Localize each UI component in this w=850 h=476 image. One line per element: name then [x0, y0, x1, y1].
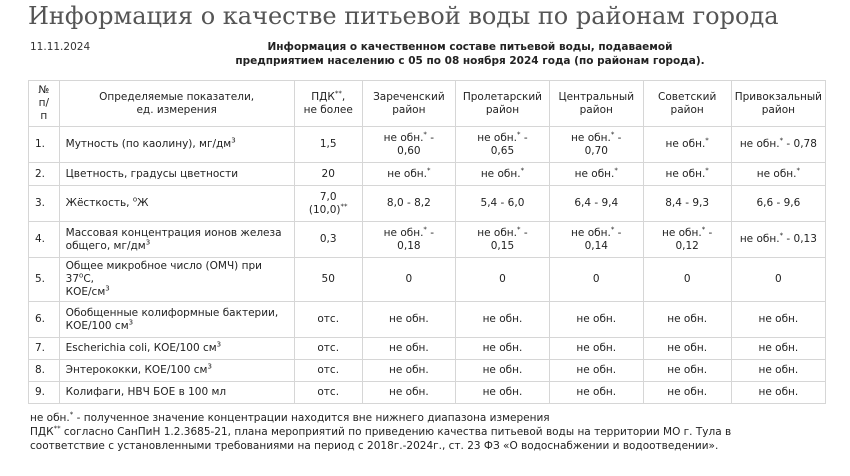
value-sup: *	[614, 166, 618, 174]
footnote-text: - полученное значение концентрации находится вне нижнего диапазона измерения	[73, 412, 550, 424]
value-text: 0,70	[584, 144, 608, 157]
value-text: не обн.	[477, 131, 518, 144]
district-name: Привокзальный	[734, 90, 822, 103]
district-suffix: район	[670, 103, 704, 116]
footnote-3: соответствие с установленными требованиями на период с 2018г.-2024г., ст. 23 ФЗ «О водоснабжении и водоотведении».	[30, 440, 719, 452]
indicator-text: Ж	[137, 197, 149, 209]
header-pdk	[294, 81, 362, 127]
page-title: Информация о качестве питьевой воды по районам города	[28, 2, 779, 30]
value-text: 0,60	[397, 144, 421, 157]
district-value: 8,0 - 8,2	[362, 186, 455, 222]
value-text: не обн.	[387, 167, 427, 180]
header-pdk-comma: ,	[341, 90, 346, 103]
district-value: 8,4 - 9,3	[643, 186, 731, 222]
value-text: не обн.	[739, 233, 780, 245]
indicator-name	[59, 127, 294, 163]
district-value: не обн.	[643, 382, 731, 404]
district-value: не обн.	[362, 382, 455, 404]
header-pdk-sub: не более	[303, 103, 353, 116]
table-row	[29, 163, 826, 186]
row-number: 9.	[29, 382, 60, 404]
district-value: не обн.	[643, 302, 731, 338]
indicator-name: Колифаги, НВЧ БОЕ в 100 мл	[59, 382, 294, 404]
pdk-text: (10,0)	[308, 203, 341, 216]
indicator-text: Общее микробное число (ОМЧ) при 37	[65, 260, 262, 285]
district-name: Советский	[658, 90, 717, 103]
value-text: не обн.	[574, 167, 615, 180]
row-number: 1.	[29, 127, 60, 163]
pdk-value: отс.	[294, 382, 362, 404]
footnote-2	[30, 426, 731, 439]
value-text: -	[426, 226, 435, 239]
header-num-line: №	[38, 84, 50, 96]
water-quality-table	[28, 80, 826, 404]
district-value: не обн.	[549, 338, 643, 360]
pdk-text: 7,0	[319, 190, 337, 203]
value-text: 0,12	[675, 239, 699, 252]
value-sup: *	[423, 225, 427, 233]
unit-sup: 3	[231, 136, 236, 145]
district-value: 5,4 - 6,0	[455, 186, 549, 222]
district-value	[643, 222, 731, 258]
table-row	[29, 302, 826, 338]
row-number: 8.	[29, 360, 60, 382]
header-district	[643, 81, 731, 127]
footnote-1	[30, 412, 550, 425]
value-text: не обн.	[383, 131, 424, 144]
value-sup: *	[705, 136, 709, 145]
value-text: -	[614, 131, 622, 144]
unit-sup: 3	[145, 238, 151, 246]
pdk-value	[294, 186, 362, 222]
pdk-value: 0,3	[294, 222, 362, 258]
indicator-text: Массовая концентрация ионов железа	[65, 226, 282, 239]
indicator-text: КОЕ/100 см	[65, 319, 129, 332]
table-row	[29, 382, 826, 404]
unit-sup: 3	[105, 284, 110, 293]
indicator-name	[59, 222, 294, 258]
value-text: 0,65	[490, 144, 515, 157]
district-value	[362, 222, 455, 258]
footnote-text: не обн.	[30, 412, 70, 424]
district-value	[731, 163, 825, 186]
indicator-name: Цветность, градусы цветности	[59, 163, 294, 186]
value-text: - 0,78	[783, 138, 817, 150]
header-indicator	[59, 81, 294, 127]
table-row	[29, 338, 826, 360]
value-sup: *	[517, 130, 521, 138]
indicator-text: КОЕ/см	[65, 286, 106, 298]
district-value	[643, 127, 731, 163]
pdk-value: 20	[294, 163, 362, 186]
district-value	[455, 127, 549, 163]
district-value: 6,6 - 9,6	[731, 186, 825, 222]
header-indicator-line: Определяемые показатели,	[99, 90, 255, 103]
table-row	[29, 127, 826, 163]
footnote-text: ПДК	[30, 426, 54, 438]
district-value: не обн.	[549, 382, 643, 404]
district-value: не обн.	[731, 382, 825, 404]
value-text: 0,14	[584, 239, 608, 252]
district-suffix: район	[579, 103, 613, 116]
district-value	[362, 127, 455, 163]
district-value: не обн.	[455, 360, 549, 382]
footnote-text: согласно СанПиН 1.2.3685-21, плана мероприятий по приведению качества питьевой воды на территории МО г. Тула в	[60, 426, 732, 438]
district-suffix: район	[761, 103, 795, 116]
unit-sup: 3	[128, 318, 134, 326]
value-text: не обн.	[477, 226, 518, 239]
district-value	[549, 127, 643, 163]
indicator-name	[59, 302, 294, 338]
district-value	[731, 127, 825, 163]
district-value	[643, 163, 731, 186]
value-text: -	[614, 226, 622, 239]
value-text: не обн.	[383, 226, 424, 239]
footnote-sup: **	[53, 424, 61, 433]
district-value: 0	[643, 258, 731, 302]
value-sup: *	[423, 130, 427, 138]
indicator-text: Жёсткость,	[65, 197, 133, 209]
row-number: 4.	[29, 222, 60, 258]
district-value: 6,4 - 9,4	[549, 186, 643, 222]
district-value: 0	[731, 258, 825, 302]
district-value: не обн.	[731, 338, 825, 360]
district-value	[455, 222, 549, 258]
district-value: не обн.	[643, 360, 731, 382]
table-row	[29, 186, 826, 222]
district-name: Центральный	[558, 90, 635, 103]
value-text: -	[705, 226, 713, 239]
header-num-line: п/	[38, 97, 50, 109]
value-sup: *	[779, 231, 784, 240]
pdk-value: 1,5	[294, 127, 362, 163]
district-name: Зареченский	[373, 90, 445, 103]
header-num	[29, 81, 60, 127]
district-value: не обн.	[362, 302, 455, 338]
value-text: -	[426, 131, 435, 144]
district-name: Пролетарский	[462, 90, 543, 103]
value-sup: *	[779, 136, 784, 145]
unit-sup: о	[132, 195, 138, 204]
district-value: 0	[455, 258, 549, 302]
value-text: не обн.	[665, 138, 706, 150]
district-value: 0	[549, 258, 643, 302]
indicator-text: Обобщенные колиформные бактерии,	[65, 306, 279, 319]
header-district	[731, 81, 825, 127]
value-text: 0,15	[490, 239, 515, 252]
indicator-name	[59, 186, 294, 222]
value-sup: *	[705, 166, 709, 174]
value-sup: *	[520, 166, 525, 174]
district-suffix: район	[392, 103, 426, 116]
district-value: не обн.	[549, 360, 643, 382]
district-value: не обн.	[549, 302, 643, 338]
pdk-value: отс.	[294, 302, 362, 338]
indicator-name	[59, 258, 294, 302]
district-value: не обн.	[643, 338, 731, 360]
value-text: не обн.	[571, 131, 611, 144]
district-value: не обн.	[362, 360, 455, 382]
row-number: 6.	[29, 302, 60, 338]
value-text: 0,18	[397, 239, 421, 252]
unit-sup: о	[79, 271, 84, 280]
value-text: не обн.	[571, 226, 611, 239]
table-row	[29, 360, 826, 382]
value-text: -	[520, 131, 528, 144]
district-value: не обн.	[455, 382, 549, 404]
unit-sup: 3	[207, 362, 212, 371]
value-sup: *	[796, 166, 800, 174]
district-value: 0	[362, 258, 455, 302]
row-number: 2.	[29, 163, 60, 186]
table-header-row	[29, 81, 826, 127]
header-indicator-line: ед. измерения	[136, 103, 217, 116]
value-text: не обн.	[480, 167, 521, 180]
value-text: не обн.	[661, 226, 702, 239]
value-text: не обн.	[756, 167, 797, 180]
table-caption	[210, 40, 730, 68]
indicator-text: С,	[83, 273, 94, 285]
caption-line-2: предприятием населению с 05 по 08 ноября 2024 года (по районам города).	[235, 55, 705, 67]
value-sup: *	[610, 225, 615, 233]
district-value: не обн.	[362, 338, 455, 360]
value-text: - 0,13	[783, 233, 817, 245]
district-value: не обн.	[731, 360, 825, 382]
district-value	[549, 222, 643, 258]
header-district	[455, 81, 549, 127]
header-district	[362, 81, 455, 127]
district-value: не обн.	[455, 338, 549, 360]
header-pdk-sup: **	[334, 89, 342, 97]
header-num-line: п	[40, 110, 48, 122]
header-pdk-label: ПДК	[311, 90, 335, 103]
row-number: 7.	[29, 338, 60, 360]
caption-line-1: Информация о качественном составе питьевой воды, подаваемой	[267, 41, 673, 53]
value-sup: *	[517, 225, 521, 233]
indicator-name	[59, 338, 294, 360]
value-text: -	[520, 226, 528, 239]
indicator-text: Escherichia coli, КОЕ/100 см	[65, 342, 217, 354]
row-number: 5.	[29, 258, 60, 302]
publication-date: 11.11.2024	[30, 41, 91, 53]
value-sup: *	[610, 130, 615, 138]
row-number: 3.	[29, 186, 60, 222]
footnote-sup: *	[69, 410, 74, 419]
table-row	[29, 222, 826, 258]
pdk-value: 50	[294, 258, 362, 302]
district-value	[549, 163, 643, 186]
value-text: не обн.	[665, 167, 706, 180]
district-value	[455, 163, 549, 186]
district-value: не обн.	[731, 302, 825, 338]
value-sup: *	[701, 225, 706, 233]
value-text: не обн.	[739, 138, 780, 150]
table-row	[29, 258, 826, 302]
indicator-text: общего, мг/дм	[65, 239, 146, 252]
district-value	[362, 163, 455, 186]
pdk-sup: **	[340, 202, 348, 210]
indicator-name	[59, 360, 294, 382]
pdk-value: отс.	[294, 360, 362, 382]
district-value	[731, 222, 825, 258]
indicator-text: Энтерококки, КОЕ/100 см	[65, 364, 208, 376]
header-district	[549, 81, 643, 127]
pdk-value: отс.	[294, 338, 362, 360]
district-suffix: район	[485, 103, 520, 116]
value-sup: *	[427, 166, 431, 174]
unit-sup: 3	[216, 340, 222, 349]
district-value: не обн.	[455, 302, 549, 338]
indicator-text: Мутность (по каолину), мг/дм	[65, 138, 232, 150]
